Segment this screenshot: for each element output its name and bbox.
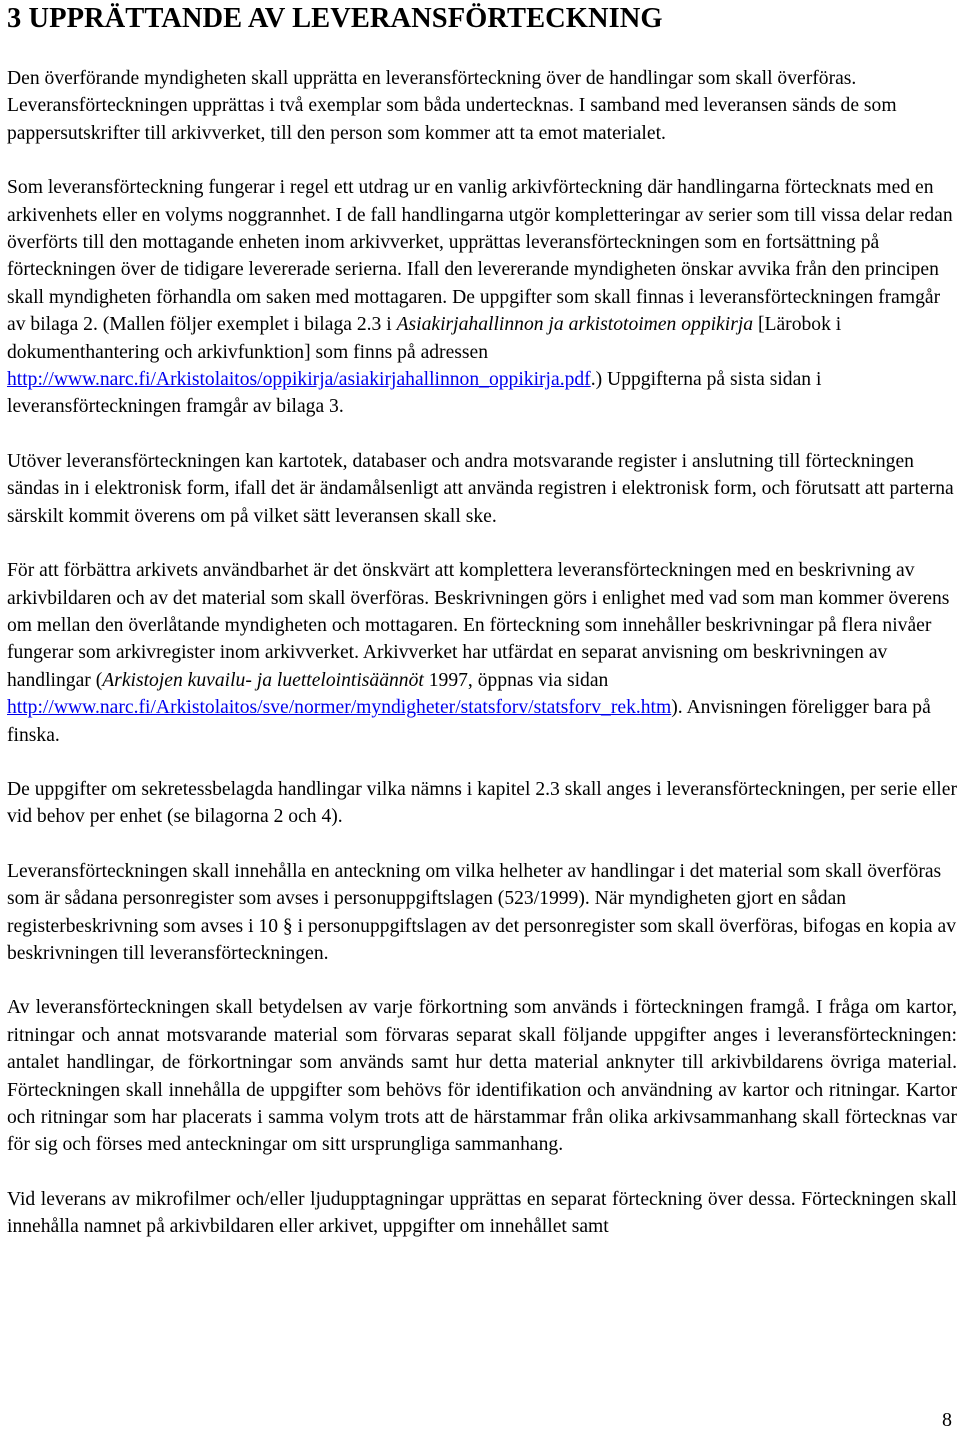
paragraph-text: Som leveransförteckning fungerar i regel ett utdrag ur en vanlig arkivförteckning där handlingarna förtecknats med en arkivenhets eller en volyms noggrannhet. I de fall handlingarna utgör kompletteringar av serier som till vissa delar redan överförts till den mottagande enheten inom arkivverket, upprättas leveransförteckningen som en fortsättning på förteckningen över de tidigare levererade serierna. Ifall den levererande myndigheten önskar avvika från den principen skall myndigheten förhandla om saken med mottagaren. De uppgifter som skall finnas i leveransförteckningen framgår av bilaga 2. (Mallen följer exemplet i bilaga 2.3 i — [7, 177, 953, 336]
statsforv-link[interactable]: http://www.narc.fi/Arkistolaitos/sve/normer/myndigheter/statsforv/statsforv_rek.htm — [7, 697, 672, 719]
paragraph-intro: Den överförande myndigheten skall upprätta en leveransförteckning över de handlingar som skall överföras. Leveransförteckningen upprättas i två exemplar som båda undertecknas. I samband med leveransen sänds de som pappersutskrifter till arkivverket, till den person som kommer att ta emot materialet. — [7, 68, 897, 144]
paragraph-microfilm: Vid leverans av mikrofilmer och/eller ljudupptagningar upprättas en separat förteckning över dessa. Förteckningen skall innehålla namnet på arkivbildaren eller arkivet, uppgifter om innehållet samt — [7, 1188, 957, 1238]
section-heading: 3 UPPRÄTTANDE AV LEVERANSFÖRTECKNING — [7, 3, 663, 34]
rules-title: Arkistojen kuvailu- ja luettelointisäännöt — [102, 669, 424, 691]
paragraph-text: [Lärobok i dokumenthantering och arkivfunktion] som finns på adressen — [7, 314, 842, 363]
document-page — [7, 0, 957, 1241]
paragraph-abbreviations: Av leveransförteckningen skall betydelsen av varje förkortning som används i förteckningen framgå. I fråga om kartor, ritningar och annat motsvarande material som förvaras separat skall följande uppgifter anges i leveransförteckningen: antalet handlingar, de förkortningar som används samt hur detta material anknyter till arkivbildarens övriga material. Förteckningen skall innehålla de uppgifter som behövs för identifikation och användning av kartor och ritningar. Kartor och ritningar som har placerats i samma volym trots att de härstammar från olika arkivsammanhang skall förtecknas var för sig och förses med anteckningar om sitt ursprungliga sammanhang. — [7, 997, 957, 1156]
paragraph-leveransforteckning — [7, 174, 957, 421]
paragraph-secrecy: De uppgifter om sekretessbelagda handlingar vilka nämns i kapitel 2.3 skall anges i leveransförteckningen, per serie eller vid behov per enhet (se bilagorna 2 och 4). — [7, 778, 957, 828]
paragraph-personal-registers: Leveransförteckningen skall innehålla en anteckning om vilka helheter av handlingar i det material som skall överföras som är sådana personregister som avses i personuppgiftslagen (523/1999). När myndigheten gjort en sådan registerbeskrivning som avses i 10 § i personuppgiftslagen av det personregister som skall överföras, bifogas en kopia av beskrivningen till leveransförteckningen. — [7, 860, 956, 964]
paragraph-text: För att förbättra arkivets användbarhet är det önskvärt att komplettera leveransförteckningen med en beskrivning av arkivbildaren och av det material som skall överföras. Beskrivningen görs i enlighet med vad som man kommer överens om mellan den överlåtande myndigheten och mottagaren. En förteckning som innehåller beskrivningar på flera nivåer fungerar som arkivregister inom arkivverket. Arkivverket har utfärdat en separat anvisning om beskrivningen av handlingar ( — [7, 560, 950, 691]
paragraph-text: 1997, öppnas via sidan — [423, 669, 609, 691]
page-number: 8 — [942, 1409, 952, 1431]
paragraph-text: .) Uppgifterna på sista sidan i leveransförteckningen framgår av bilaga 3. — [7, 369, 822, 418]
paragraph-text: ). Anvisningen föreligger bara på finska. — [7, 697, 931, 746]
oppikirja-link[interactable]: http://www.narc.fi/Arkistolaitos/oppikirja/asiakirjahallinnon_oppikirja.pdf — [7, 369, 591, 391]
book-title: Asiakirjahallinnon ja arkistotoimen oppikirja — [396, 314, 754, 336]
paragraph-registers: Utöver leveransförteckningen kan kartotek, databaser och andra motsvarande register i anslutning till förteckningen sändas in i elektronisk form, ifall det är ändamålsenligt att använda registren i elektronisk form, och förutsatt att parterna särskilt kommit överens om på vilket sätt leveransen skall ske. — [7, 450, 954, 527]
paragraph-description — [7, 557, 957, 749]
